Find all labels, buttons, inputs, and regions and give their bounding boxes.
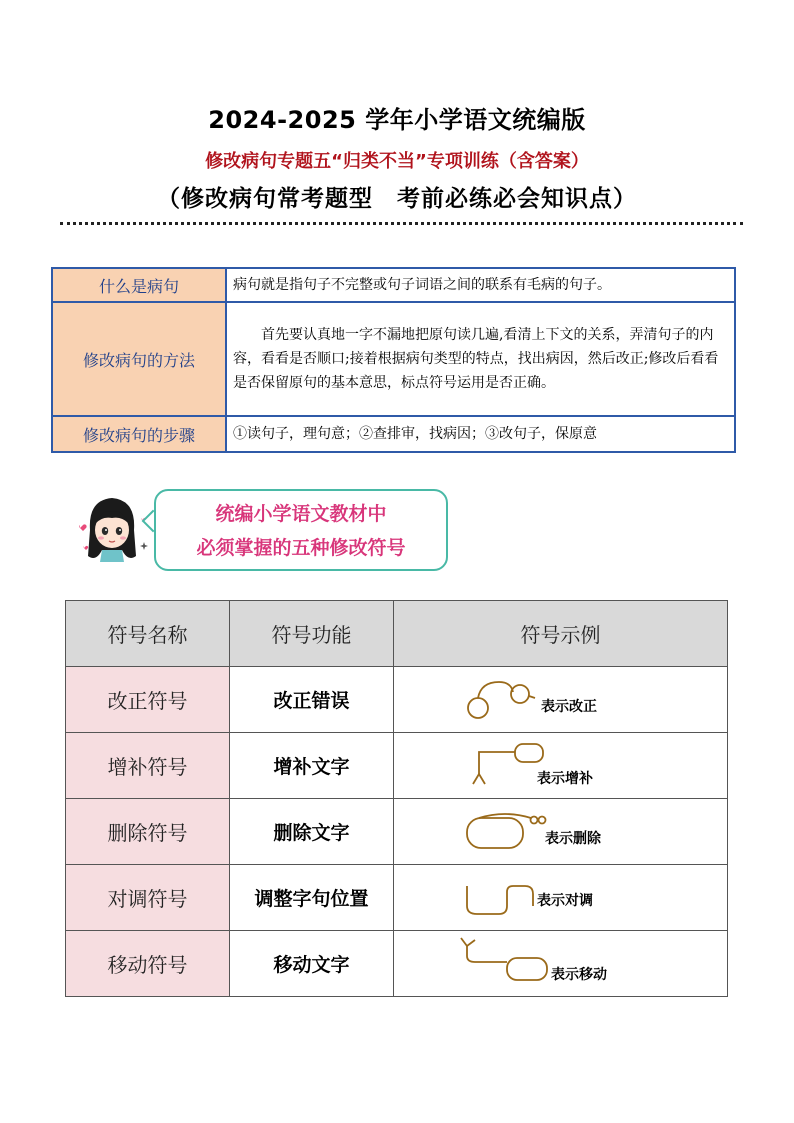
- page-subtitle-secondary: （修改病句常考题型 考前必练必会知识点）: [157, 185, 637, 212]
- banner-line-1: 统编小学语文教材中: [215, 503, 387, 525]
- symbol-function: 增补文字: [230, 733, 394, 799]
- symbol-example: [394, 799, 728, 865]
- info-row: [52, 416, 735, 452]
- example-label: 表示增补: [537, 771, 593, 787]
- info-value: ①读句子，理句意；②查排审，找病因；③改句子，保原意: [226, 416, 735, 452]
- header-cell: 符号名称: [66, 601, 230, 667]
- symbol-name: 对调符号: [66, 865, 230, 931]
- symbol-example: [394, 931, 728, 997]
- speech-bubble: [154, 489, 448, 571]
- info-value: 病句就是指句子不完整或句子词语之间的联系有毛病的句子。: [226, 268, 735, 302]
- example-label: 表示移动: [551, 967, 607, 983]
- example-label: 表示改正: [541, 699, 597, 715]
- table-row: [66, 931, 728, 997]
- symbol-name: 删除符号: [66, 799, 230, 865]
- symbol-table: [65, 600, 728, 997]
- page-title: 2024-2025 学年小学语文统编版: [208, 106, 586, 134]
- symbol-table-header: [66, 601, 728, 667]
- symbol-example: [394, 865, 728, 931]
- info-value: 首先要认真地一字不漏地把原句读几遍,看清上下文的关系，弄清句子的内容，看看是否顺口;接着根据病句类型的特点，找出病因，然后改正;修改后看看是否保留原句的基本意思，标点符号运用是否正确。: [226, 302, 735, 416]
- info-row: [52, 268, 735, 302]
- table-row: [66, 865, 728, 931]
- table-row: [66, 733, 728, 799]
- symbol-example: [394, 667, 728, 733]
- example-label: 表示对调: [537, 893, 593, 909]
- symbol-name: 增补符号: [66, 733, 230, 799]
- info-label: 什么是病句: [52, 268, 226, 302]
- symbol-function: 移动文字: [230, 931, 394, 997]
- example-label: 表示删除: [545, 831, 601, 847]
- symbol-example: [394, 733, 728, 799]
- info-row: [52, 302, 735, 416]
- info-label: 修改病句的步骤: [52, 416, 226, 452]
- page-subtitle: 修改病句专题五“归类不当”专项训练（含答案）: [205, 151, 589, 172]
- symbol-function: 改正错误: [230, 667, 394, 733]
- dotted-divider: [60, 222, 743, 225]
- info-table: [51, 267, 736, 453]
- header-cell: 符号功能: [230, 601, 394, 667]
- symbol-function: 删除文字: [230, 799, 394, 865]
- symbol-name: 改正符号: [66, 667, 230, 733]
- table-row: [66, 799, 728, 865]
- table-row: [66, 667, 728, 733]
- header-cell: 符号示例: [394, 601, 728, 667]
- girl-avatar-icon: [72, 490, 152, 570]
- symbol-name: 移动符号: [66, 931, 230, 997]
- symbol-function: 调整字句位置: [230, 865, 394, 931]
- info-label: 修改病句的方法: [52, 302, 226, 416]
- banner-line-2: 必须掌握的五种修改符号: [196, 537, 406, 559]
